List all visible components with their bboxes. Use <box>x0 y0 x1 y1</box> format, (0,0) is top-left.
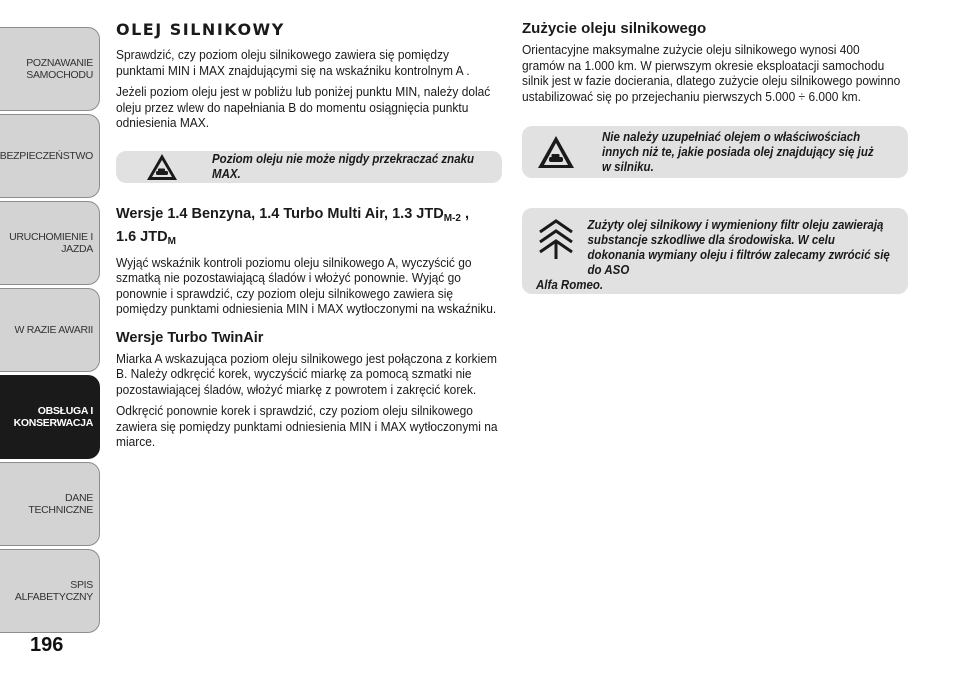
paragraph-twinair-check: Odkręcić ponownie korek i sprawdzić, czy poziom oleju silnikowego zawiera się pomiędzy punktami odniesienia MIN i MAX wytłoczonymi na miarce. <box>116 403 498 449</box>
environment-note-end: Alfa Romeo. <box>536 278 604 292</box>
subheading-versions: Wersje 1.4 Benzyna, 1.4 Turbo Multi Air, 1.3 $JTD_{M-2}$ , 1.6 $JTD_M$ <box>116 205 469 247</box>
environment-note <box>522 208 908 294</box>
warning-car-icon <box>536 134 576 170</box>
tab-uruchomienie[interactable]: URUCHOMIENIE I JAZDA <box>0 201 100 285</box>
warning-oil-type-text: Nie należy uzupełniać olejem o właściwościach innych niż te, jakie posiada olej znajdujący się już w silniku. <box>602 129 874 174</box>
paragraph-consumption: Orientacyjne maksymalne zużycie oleju silnikowego wynosi 400 gramów na 1.000 km. W pierwszym okresie eksploatacji samochodu silnik jest w fazie docierania, dlatego zużycie oleju silnikowego powinno ustabilizować się po przejechaniu pierwszych 5.000 ÷ 6.000 km. <box>522 42 901 104</box>
page-number: 196 <box>30 634 64 656</box>
tab-dane-techniczne[interactable]: DANE TECHNICZNE <box>0 462 100 546</box>
warning-max-note <box>116 151 502 183</box>
consumption-title: Zużycie oleju silnikowego <box>522 20 707 37</box>
right-column <box>522 20 908 294</box>
paragraph-refill: Jeżeli poziom oleju jest w pobliżu lub poniżej punktu MIN, należy dolać oleju przez wlew do napełniania B do momentu osiągnięcia punktu odniesienia MAX. <box>116 84 491 130</box>
tab-spis-alfabetyczny[interactable]: SPIS ALFABETYCZNY <box>0 549 100 633</box>
subheading-twinair: Wersje Turbo TwinAir <box>116 329 264 346</box>
tab-bezpieczenstwo[interactable]: BEZPIECZEŃSTWO <box>0 114 100 198</box>
warning-oil-type-note <box>522 126 908 178</box>
warning-max-text: Poziom oleju nie może nigdy przekraczać znaku MAX. <box>212 151 475 181</box>
paragraph-dipstick: Wyjąć wskaźnik kontroli poziomu oleju silnikowego A, wyczyścić go szmatką nie pozostawiającą śladów i włożyć ponownie. Wyjąć go ponownie i sprawdzić, czy poziom oleju silnikowego zawiera się pomiędzy punktami odniesienia MIN i MAX wytłoczonymi na wskaźniku. <box>116 254 497 316</box>
paragraph-twinair: Miarka A wskazująca poziom oleju silnikowego jest połączona z korkiem B. Należy odkręcić korek, wyczyścić miarkę za pomocą szmatki nie pozostawiającej śladów, włożyć miarkę z powrotem i zakręcić korek. <box>116 350 497 397</box>
section-title: OLEJ SILNIKOWY <box>116 20 285 39</box>
left-column <box>116 20 502 456</box>
tab-poznawanie[interactable]: POZNAWANIE SAMOCHODU <box>0 27 100 111</box>
environment-note-text: Zużyty olej silnikowy i wymieniony filtr oleju zawierają substancje szkodliwe dla środowiska. W celu dokonania wymiany oleju i filtrów zalecamy zwrócić się do ASO <box>587 218 890 277</box>
tab-obsluga-active[interactable]: OBSŁUGA I KONSERWACJA <box>0 375 100 459</box>
tab-w-razie-awarii[interactable]: W RAZIE AWARII <box>0 288 100 372</box>
warning-car-icon <box>144 152 180 182</box>
paragraph-check-level: Sprawdzić, czy poziom oleju silnikowego zawiera się pomiędzy punktami MIN i MAX znajdującymi się na wskaźniku kontrolnym A . <box>116 47 470 78</box>
